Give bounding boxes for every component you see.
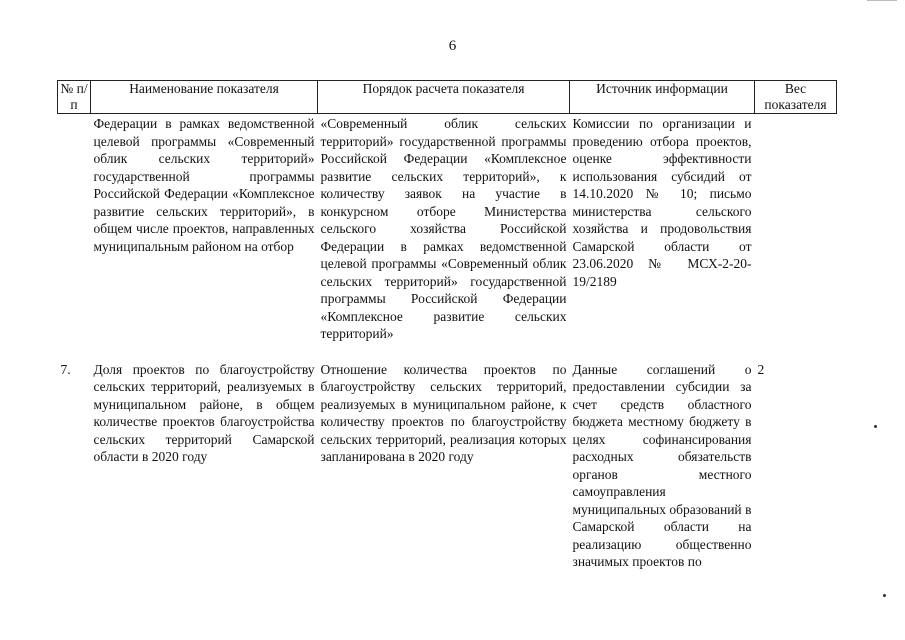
table-row	[58, 114, 837, 343]
header-num: № п/п	[58, 81, 91, 114]
indicator-table	[57, 80, 837, 571]
row-num: 7.	[60, 361, 71, 377]
header-source: Источник информации	[570, 81, 755, 114]
header-method: Порядок расчета показателя	[318, 81, 570, 114]
row-name: Доля проектов по благоустройству сельских территорий, реализуемых в муниципальном районе, в общем количестве проектов благоустройства сельских территорий Самарской области в 2020 году	[93, 361, 315, 464]
scan-speck	[883, 594, 886, 597]
table-header-row	[58, 81, 837, 114]
page-number: 6	[448, 38, 457, 54]
row-name: Федерации в рамках ведомственной целевой программы «Современный облик сельских территорий» государственной программы Российской Федерации «Комплексное развитие сельских территорий», в общем числе проектов, направленных муниципальным районом на отбор	[93, 116, 315, 254]
row-source: Данные соглашений о предоставлении субсидии за счет средств областного бюджета местному бюджету в целях софинансирования расходных обязательств органов местного самоуправления муниципальных образований в Самарской области на реализацию общественно значимых проектов по	[572, 361, 752, 569]
scan-corner-mark	[867, 0, 897, 1]
row-num	[58, 114, 91, 343]
row-weight	[755, 114, 837, 343]
header-name: Наименование показателя	[91, 81, 318, 114]
row-method: Отношение количества проектов по благоустройству сельских территорий, реализуемых в муниципальном районе, к количеству проектов по благоустройству сельских территорий, реализация которых запланирована в 2020 году	[320, 361, 567, 464]
table-row	[58, 343, 837, 571]
row-source: Комиссии по организации и проведению отбора проектов, оценке эффективности использования субсидий от 14.10.2020 № 10; письмо министерства сельского хозяйства и продовольствия Самарской области от 23.06.2020 № МСХ-2-20-19/2189	[572, 116, 752, 289]
row-method: «Современный облик сельских территорий» государственной программы Российской Федерации «Комплексное развитие сельских территорий», к количеству заявок на участие в конкурсном отборе Министерства сельского хозяйства Российской Федерации в рамках ведомственной целевой программы «Современный облик сельских территорий» государственной программы Российской Федерации «Комплексное развитие сельских территорий»	[320, 116, 567, 341]
row-weight: 2	[757, 361, 765, 377]
header-weight: Вес показателя	[755, 81, 837, 114]
scan-speck	[874, 425, 877, 428]
